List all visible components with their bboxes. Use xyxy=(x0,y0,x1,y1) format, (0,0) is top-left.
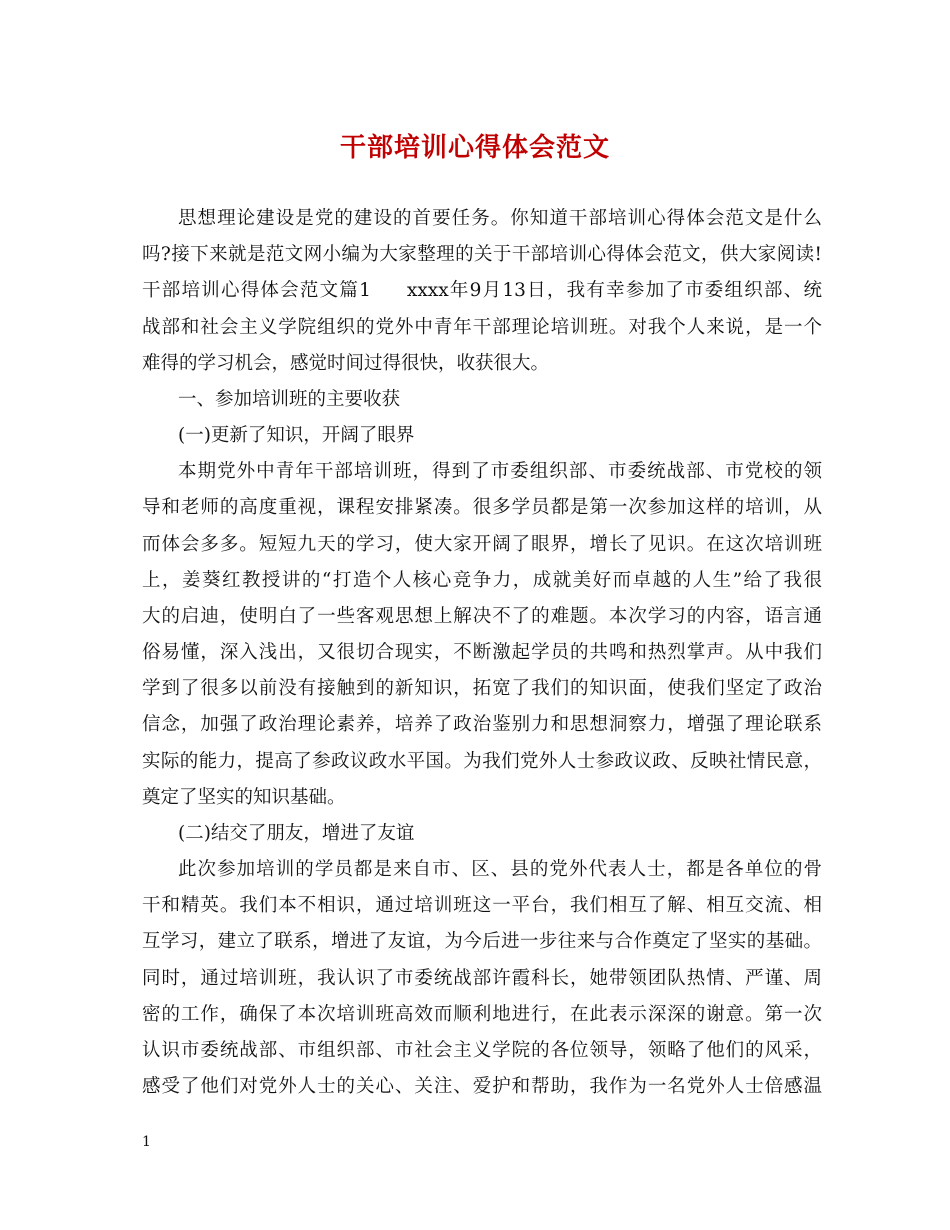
paragraph-line-group xyxy=(142,278,822,304)
paragraph-line: 大的启迪，使明白了一些客观思想上解决不了的难题。本次学习的内容，语言通 xyxy=(142,606,822,627)
paragraph-line: 认识市委统战部、市组织部、市社会主义学院的各位领导，领略了他们的风采， xyxy=(142,1040,822,1061)
section-heading: 一、参加培训班的主要收获 xyxy=(178,389,401,410)
subsection-heading: (一)更新了知识，开阔了眼界 xyxy=(178,425,415,446)
paragraph-line: 学到了很多以前没有接触到的新知识，拓宽了我们的知识面，使我们坚定了政治 xyxy=(142,678,822,699)
paragraph-line: 信念，加强了政治理论素养，培养了政治鉴别力和思想洞察力，增强了理论联系 xyxy=(142,714,822,735)
paragraph-line: 俗易懂，深入浅出，又很切合现实，不断激起学员的共鸣和热烈掌声。从中我们 xyxy=(142,642,822,663)
paragraph-line: 奠定了坚实的知识基础。 xyxy=(142,787,346,808)
paragraph-line: 干和精英。我们本不相识，通过培训班这一平台，我们相互了解、相互交流、相 xyxy=(142,895,822,916)
paragraph-line: 难得的学习机会，感觉时间过得很快，收获很大。 xyxy=(142,353,550,374)
paragraph-line: 实际的能力，提高了参政议政水平国。为我们党外人士参政议政、反映社情民意， xyxy=(142,751,822,772)
paragraph-line: 导和老师的高度重视，课程安排紧凑。很多学员都是第一次参加这样的培训，从 xyxy=(142,497,822,518)
paragraph-line: 吗?接下来就是范文网小编为大家整理的关于干部培训心得体会范文，供大家阅读! xyxy=(142,244,822,265)
paragraph-line: 感受了他们对党外人士的关心、关注、爱护和帮助，我作为一名党外人士倍感温 xyxy=(142,1076,822,1097)
paragraph-line: 而体会多多。短短九天的学习，使大家开阔了眼界，增长了见识。在这次培训班 xyxy=(142,534,822,555)
paragraph-line: 同时，通过培训班，我认识了市委统战部许霞科长，她带领团队热情、严谨、周 xyxy=(142,968,822,989)
paragraph-line: 本期党外中青年干部培训班，得到了市委组织部、市委统战部、市党校的领 xyxy=(178,461,822,482)
section-heading-inline: 干部培训心得体会范文篇1 xyxy=(142,280,371,301)
paragraph-line: 思想理论建设是党的建设的首要任务。你知道干部培训心得体会范文是什么 xyxy=(178,208,822,229)
paragraph-line: 战部和社会主义学院组织的党外中青年干部理论培训班。对我个人来说，是一个 xyxy=(142,317,822,338)
document-title: 干部培训心得体会范文 xyxy=(339,133,610,163)
paragraph-line: 密的工作，确保了本次培训班高效而顺利地进行，在此表示深深的谢意。第一次 xyxy=(142,1004,822,1025)
paragraph-text: xxxx年9月13日，我有幸参加了市委组织部、统 xyxy=(406,280,822,301)
paragraph-line: 上，姜葵红教授讲的“打造个人核心竞争力，成就美好而卓越的人生”给了我很 xyxy=(142,570,822,591)
subsection-heading: (二)结交了朋友，增进了友谊 xyxy=(178,823,415,844)
paragraph-line: 互学习，建立了联系，增进了友谊，为今后进一步往来与合作奠定了坚实的基础。 xyxy=(142,931,822,952)
paragraph-line: 此次参加培训的学员都是来自市、区、县的党外代表人士，都是各单位的骨 xyxy=(178,859,822,880)
page-number: 1 xyxy=(142,1134,151,1150)
